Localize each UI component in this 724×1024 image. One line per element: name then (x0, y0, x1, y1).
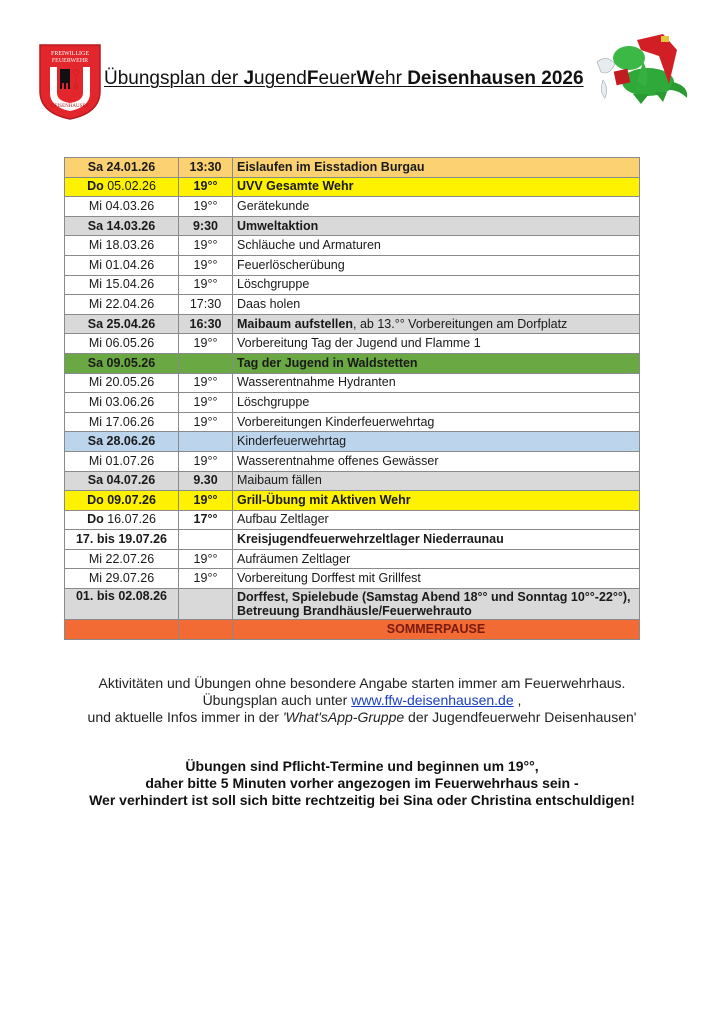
weekday: Do (87, 492, 104, 507)
time-cell: 19°° (179, 275, 233, 295)
description-cell: Eislaufen im Eisstadion Burgau (233, 158, 640, 178)
weekday: Sa (87, 218, 104, 233)
date: 01.04.26 (105, 257, 155, 272)
date: 06.05.26 (105, 336, 155, 351)
weekday: Mi (88, 453, 103, 468)
time-cell: 19°° (179, 177, 233, 197)
date-cell (65, 589, 179, 620)
notice-line-2: daher bitte 5 Minuten vorher angezogen im Feuerwehrhaus sein - (145, 775, 579, 791)
time-cell: 13:30 (179, 158, 233, 178)
date-cell (65, 530, 179, 550)
time-cell: 17:30 (179, 295, 233, 315)
description-cell: Aufbau Zeltlager (233, 510, 640, 530)
schedule-row (65, 491, 640, 511)
description-cell: Aufräumen Zeltlager (233, 549, 640, 569)
description-cell: Gerätekunde (233, 197, 640, 217)
title-part: euer (318, 68, 357, 89)
date: 22.04.26 (105, 296, 155, 311)
date-cell (65, 334, 179, 354)
date: 09.05.26 (106, 355, 156, 370)
description-cell: SOMMERPAUSE (233, 620, 640, 640)
schedule-row (65, 236, 640, 256)
date-cell (65, 510, 179, 530)
title-part: W (356, 68, 375, 89)
schedule-row (65, 432, 640, 452)
time-cell: 9.30 (179, 471, 233, 491)
time-cell: 19°° (179, 373, 233, 393)
page-title (104, 68, 584, 90)
weekday: Mi (88, 551, 103, 566)
date: 28.06.26 (106, 434, 156, 449)
description-cell: Kinderfeuerwehrtag (233, 432, 640, 452)
schedule-row (65, 510, 640, 530)
weekday: Mi (88, 257, 103, 272)
time-cell (179, 620, 233, 640)
schedule-row (65, 471, 640, 491)
weekday: Do (87, 512, 104, 527)
time-cell: 16:30 (179, 314, 233, 334)
date: 04.03.26 (105, 198, 155, 213)
date: 29.07.26 (105, 571, 155, 586)
time-cell (179, 432, 233, 452)
date: 25.04.26 (106, 316, 156, 331)
date-cell (65, 197, 179, 217)
time-cell: 19°° (179, 412, 233, 432)
schedule-row (65, 275, 640, 295)
weekday: Sa (87, 434, 104, 449)
date-cell (65, 451, 179, 471)
description-cell: Löschgruppe (233, 275, 640, 295)
notice-line-1: Übungen sind Pflicht-Termine und beginnen um 19°°, (185, 758, 539, 774)
date-cell (65, 491, 179, 511)
time-cell (179, 353, 233, 373)
time-cell: 19°° (179, 334, 233, 354)
website-link[interactable]: www.ffw-deisenhausen.de (351, 692, 514, 708)
svg-text:DEISENHAUSEN: DEISENHAUSEN (50, 104, 90, 109)
weekday: Mi (88, 414, 103, 429)
date: 05.02.26 (107, 179, 156, 194)
description-cell: Wasserentnahme offenes Gewässer (233, 451, 640, 471)
schedule-row (65, 197, 640, 217)
weekday: Mi (88, 277, 103, 292)
time-cell: 19°° (179, 491, 233, 511)
description-cell: Kreisjugendfeuerwehrzeltlager Niederraunau (233, 530, 640, 550)
date-cell (65, 432, 179, 452)
description-cell: Umweltaktion (233, 216, 640, 236)
time-cell (179, 530, 233, 550)
weekday: Mi (88, 394, 103, 409)
title-part: ugend (254, 68, 307, 89)
schedule-row (65, 177, 640, 197)
date-cell (65, 620, 179, 640)
date: 15.04.26 (105, 277, 155, 292)
date: 22.07.26 (105, 551, 155, 566)
date: 20.05.26 (105, 375, 155, 390)
weekday: Mi (88, 571, 103, 586)
schedule-row (65, 530, 640, 550)
description-cell: UVV Gesamte Wehr (233, 177, 640, 197)
date: 16.07.26 (107, 512, 156, 527)
description-cell: Grill-Übung mit Aktiven Wehr (233, 491, 640, 511)
schedule-row (65, 295, 640, 315)
fire-brigade-crest-icon (38, 43, 102, 121)
note-line-3: und aktuelle Infos immer in der 'What'sApp-Gruppe der Jugendfeuerwehr Deisenhausen' (87, 709, 637, 725)
date-cell (65, 373, 179, 393)
schedule-row (65, 412, 640, 432)
time-cell: 19°° (179, 255, 233, 275)
date-cell (65, 412, 179, 432)
date: 04.07.26 (106, 473, 156, 488)
schedule-row (65, 334, 640, 354)
note-line-2: Übungsplan auch unter www.ffw-deisenhausen.de , (202, 692, 522, 708)
date: 17.06.26 (105, 414, 155, 429)
schedule-row (65, 549, 640, 569)
date: 14.03.26 (106, 218, 156, 233)
weekday: Sa (87, 316, 104, 331)
schedule-row (65, 216, 640, 236)
title-part: ehr (374, 68, 408, 89)
description-cell: Löschgruppe (233, 393, 640, 413)
weekday: Sa (87, 355, 104, 370)
date: 03.06.26 (105, 394, 155, 409)
title-part: Übungsplan der (104, 68, 244, 89)
time-cell: 19°° (179, 451, 233, 471)
date-cell (65, 549, 179, 569)
date-cell (65, 275, 179, 295)
schedule-row (65, 158, 640, 178)
date-cell (65, 177, 179, 197)
date-cell (65, 236, 179, 256)
weekday: Mi (88, 238, 103, 253)
description-cell: Wasserentnahme Hydranten (233, 373, 640, 393)
schedule-row (65, 314, 640, 334)
date-cell (65, 216, 179, 236)
time-cell: 19°° (179, 197, 233, 217)
schedule-row (65, 620, 640, 640)
date-cell (65, 158, 179, 178)
date-cell (65, 314, 179, 334)
title-part: Deisenhausen 2026 (407, 68, 584, 89)
weekday: Sa (87, 159, 104, 174)
weekday: Mi (88, 336, 103, 351)
mandatory-notice (40, 758, 684, 809)
description-cell: Feuerlöscherübung (233, 255, 640, 275)
svg-text:FREIWILLIGE: FREIWILLIGE (51, 51, 89, 57)
notice-line-3: Wer verhindert ist soll sich bitte rechtzeitig bei Sina oder Christina entschuldigen! (89, 792, 635, 808)
date-cell (65, 471, 179, 491)
date-cell (65, 569, 179, 589)
time-cell (179, 589, 233, 620)
time-cell: 19°° (179, 549, 233, 569)
description-cell: Tag der Jugend in Waldstetten (233, 353, 640, 373)
weekday: Mi (88, 375, 103, 390)
weekday: Do (87, 179, 104, 194)
weekday: Sa (87, 473, 104, 488)
date: 18.03.26 (105, 238, 155, 253)
date: 24.01.26 (106, 159, 156, 174)
time-cell: 19°° (179, 393, 233, 413)
info-notes (40, 675, 684, 726)
description-cell: Maibaum aufstellen, ab 13.°° Vorbereitungen am Dorfplatz (233, 314, 640, 334)
schedule-row (65, 569, 640, 589)
title-part: F (306, 68, 319, 89)
description-cell: Vorbereitung Dorffest mit Grillfest (233, 569, 640, 589)
date-cell (65, 255, 179, 275)
description-cell: Vorbereitung Tag der Jugend und Flamme 1 (233, 334, 640, 354)
note-line-1: Aktivitäten und Übungen ohne besondere Angabe starten immer am Feuerwehrhaus. (98, 675, 626, 691)
description-cell: Maibaum fällen (233, 471, 640, 491)
description-cell: Dorffest, Spielebude (Samstag Abend 18°° und Sonntag 10°°-22°°), Betreuung Brandhäusle/Feuerwehrauto (233, 589, 640, 620)
title-part: J (243, 68, 255, 89)
description-cell: Vorbereitungen Kinderfeuerwehrtag (233, 412, 640, 432)
schedule-row (65, 255, 640, 275)
weekday: Mi (88, 296, 103, 311)
time-cell: 19°° (179, 236, 233, 256)
date-cell (65, 393, 179, 413)
training-schedule-table (64, 157, 640, 640)
description-cell: Schläuche und Armaturen (233, 236, 640, 256)
date-cell (65, 295, 179, 315)
schedule-row (65, 589, 640, 620)
time-cell: 9:30 (179, 216, 233, 236)
schedule-row (65, 353, 640, 373)
date: 01. bis 02.08.26 (75, 589, 168, 604)
schedule-row (65, 373, 640, 393)
time-cell: 19°° (179, 569, 233, 589)
schedule-row (65, 451, 640, 471)
time-cell: 17°° (179, 510, 233, 530)
date: 17. bis 19.07.26 (75, 532, 168, 547)
firefighter-dragon-icon (593, 32, 693, 110)
svg-text:FEUERWEHR: FEUERWEHR (51, 58, 89, 64)
description-cell: Daas holen (233, 295, 640, 315)
weekday: Mi (88, 198, 103, 213)
schedule-row (65, 393, 640, 413)
date: 09.07.26 (107, 492, 156, 507)
date: 01.07.26 (105, 453, 155, 468)
date-cell (65, 353, 179, 373)
